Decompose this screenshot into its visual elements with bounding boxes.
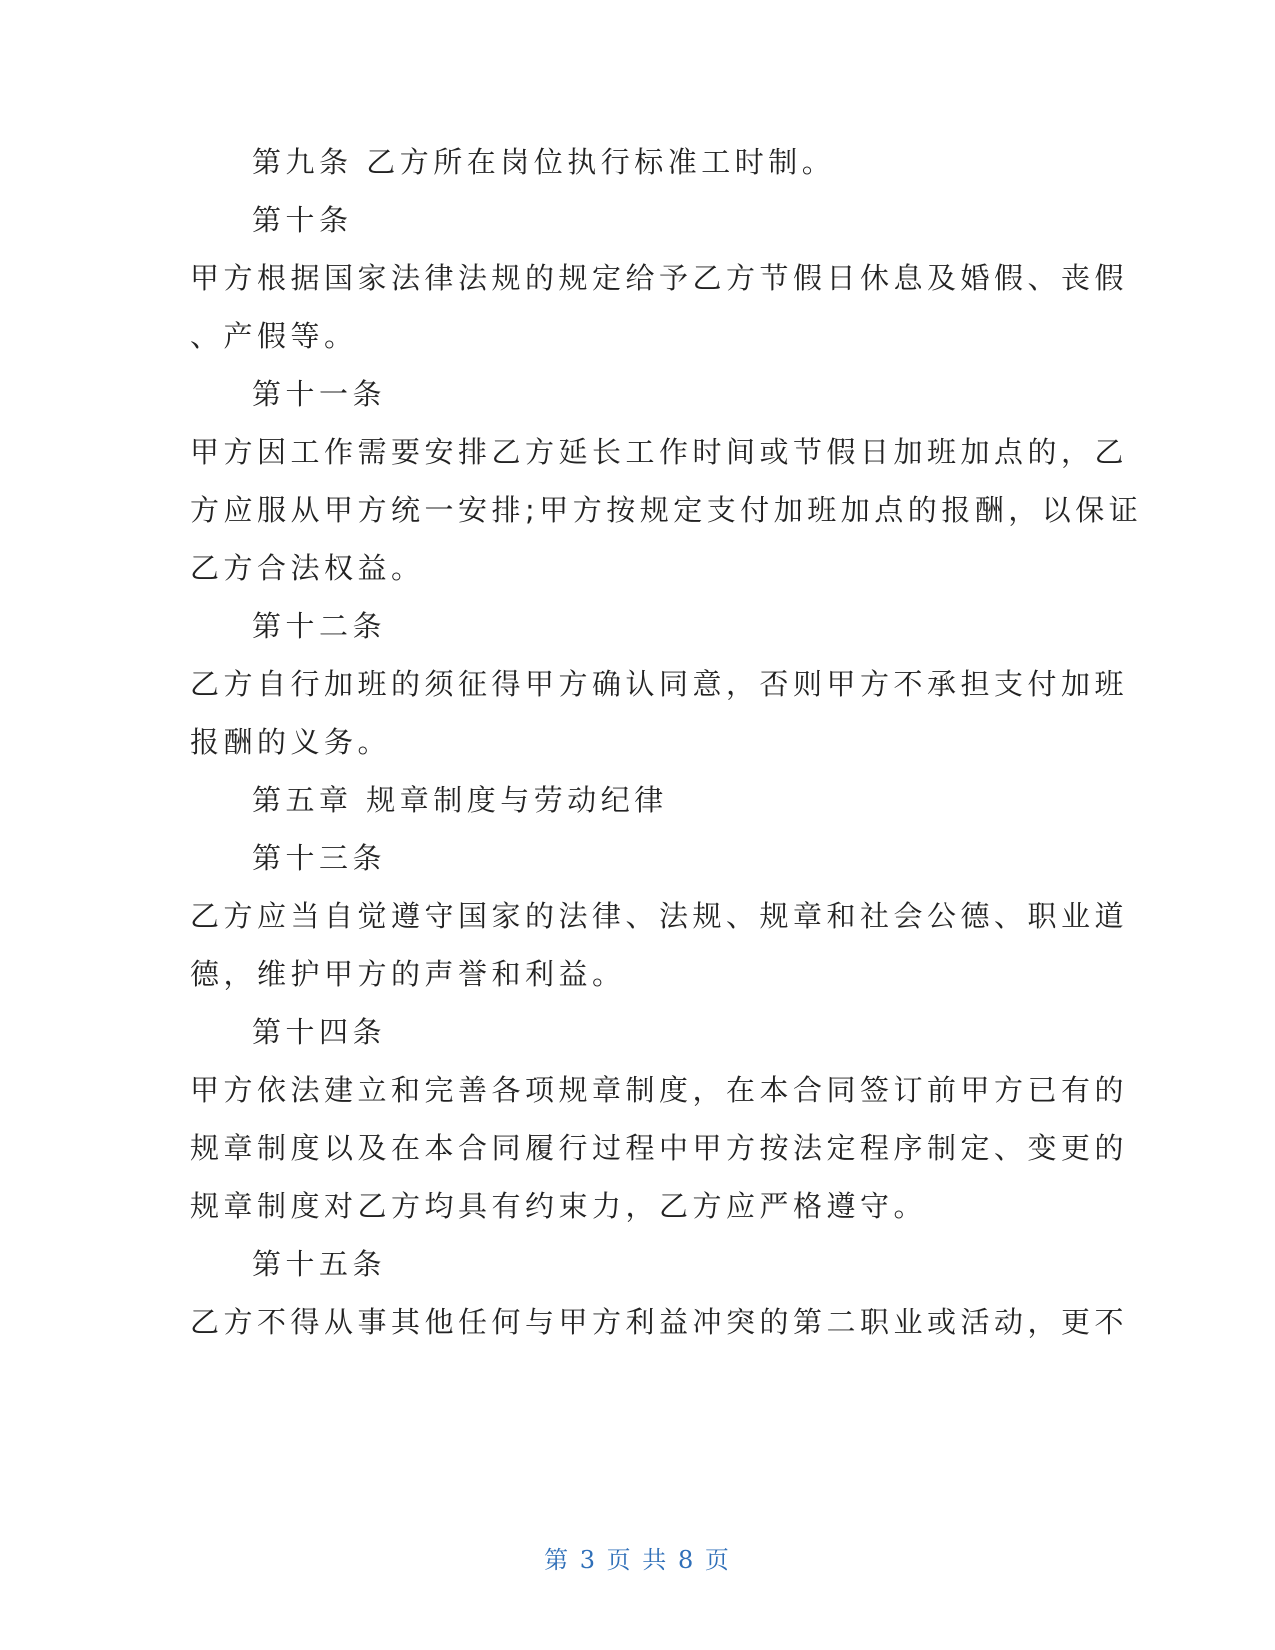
article-13-heading: 第十三条 <box>252 841 387 875</box>
paragraph-line: 方应服从甲方统一安排;甲方按规定支付加班加点的报酬，以保证 <box>190 493 1143 527</box>
paragraph-line: 乙方不得从事其他任何与甲方利益冲突的第二职业或活动，更不 <box>190 1305 1129 1339</box>
paragraph-line: 乙方自行加班的须征得甲方确认同意，否则甲方不承担支付加班 <box>190 667 1129 701</box>
paragraph-line: 甲方依法建立和完善各项规章制度，在本合同签订前甲方已有的 <box>190 1073 1129 1107</box>
article-15-heading: 第十五条 <box>252 1247 387 1281</box>
paragraph-line: 甲方根据国家法律法规的规定给予乙方节假日休息及婚假、丧假 <box>190 261 1129 295</box>
article-12-heading: 第十二条 <box>252 609 387 643</box>
chapter-5-heading: 第五章 规章制度与劳动纪律 <box>252 783 668 817</box>
paragraph-line: 德，维护甲方的声誉和利益。 <box>190 957 626 991</box>
paragraph-line: 乙方应当自觉遵守国家的法律、法规、规章和社会公德、职业道 <box>190 899 1129 933</box>
article-9-heading: 第九条 乙方所在岗位执行标准工时制。 <box>252 145 836 179</box>
page-number-footer: 第 3 页 共 8 页 <box>544 1546 731 1574</box>
article-10-heading: 第十条 <box>252 203 353 237</box>
paragraph-line: 、产假等。 <box>190 319 358 353</box>
paragraph-line: 报酬的义务。 <box>190 725 392 759</box>
paragraph-line: 规章制度对乙方均具有约束力，乙方应严格遵守。 <box>190 1189 928 1223</box>
paragraph-line: 规章制度以及在本合同履行过程中甲方按法定程序制定、变更的 <box>190 1131 1129 1165</box>
paragraph-line: 甲方因工作需要安排乙方延长工作时间或节假日加班加点的，乙 <box>190 435 1129 469</box>
article-11-heading: 第十一条 <box>252 377 387 411</box>
article-14-heading: 第十四条 <box>252 1015 387 1049</box>
paragraph-line: 乙方合法权益。 <box>190 551 425 585</box>
